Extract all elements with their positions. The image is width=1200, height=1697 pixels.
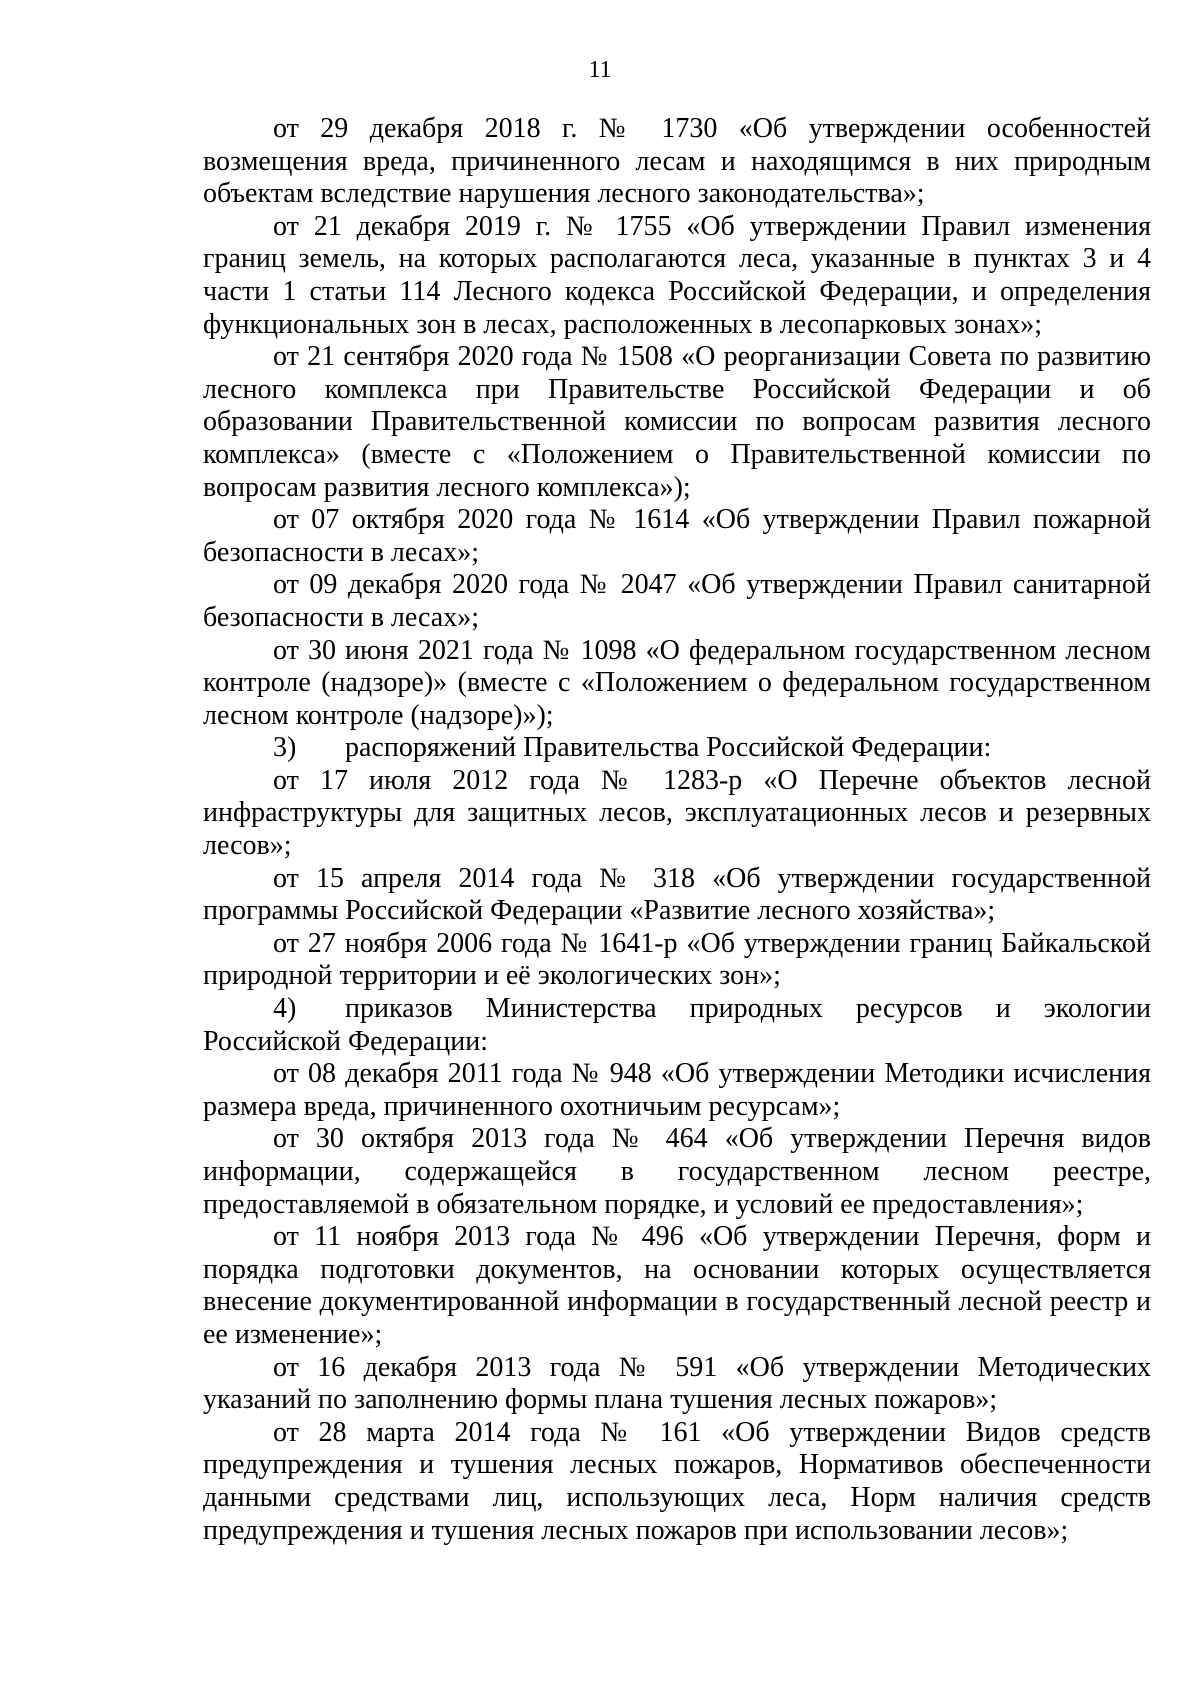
paragraph: от 30 октября 2013 года № 464 «Об утверждении Перечня видов информации, содержащейся в государственном лесном реестре, предоставляемой в обязательном порядке, и условий ее предоставления»; [203, 1123, 1151, 1220]
paragraph: от 15 апреля 2014 года № 318 «Об утверждении государственной программы Российской Федерации «Развитие лесного хозяйства»; [203, 862, 1151, 927]
page-number: 11 [588, 57, 612, 83]
document-body [203, 113, 1151, 1547]
enumerated-paragraph [203, 732, 1151, 765]
paragraph: от 08 декабря 2011 года № 948 «Об утверждении Методики исчисления размера вреда, причиненного охотничьим ресурсам»; [203, 1058, 1151, 1122]
paragraph: от 27 ноября 2006 года № 1641-р «Об утверждении границ Байкальской природной территории и её экологических зон»; [203, 927, 1151, 992]
paragraph: от 09 декабря 2020 года № 2047 «Об утверждении Правил санитарной безопасности в лесах»; [203, 569, 1151, 633]
enum-number: 3) [273, 732, 297, 764]
paragraph: от 28 марта 2014 года № 161 «Об утверждении Видов средств предупреждения и тушения лесных пожаров, Нормативов обеспеченности данными средствами лиц, использующих леса, Норм наличия средств предупреждения и тушения лесных пожаров при использовании лесов»; [203, 1416, 1151, 1546]
paragraph: от 07 октября 2020 года № 1614 «Об утверждении Правил пожарной безопасности в лесах»; [203, 504, 1151, 568]
paragraph: от 16 декабря 2013 года № 591 «Об утверждении Методических указаний по заполнению формы плана тушения лесных пожаров»; [203, 1351, 1151, 1416]
enum-text: распоряжений Правительства Российской Федерации: [345, 732, 992, 764]
enum-text: приказов Министерства природных ресурсов и экологии Российской Федерации: [203, 993, 1151, 1057]
paragraph: от 21 декабря 2019 г. № 1755 «Об утверждении Правил изменения границ земель, на которых располагаются леса, указанные в пунктах 3 и 4 части 1 статьи 114 Лесного кодекса Российской Федерации, и определения функциональных зон в лесах, расположенных в лесопарковых зонах»; [203, 210, 1151, 340]
paragraph: от 29 декабря 2018 г. № 1730 «Об утверждении особенностей возмещения вреда, причиненного лесам и находящимся в них природным объектам вследствие нарушения лесного законодательства»; [203, 113, 1151, 210]
paragraph: от 21 сентября 2020 года № 1508 «О реорганизации Совета по развитию лесного комплекса при Правительстве Российской Федерации и об образовании Правительственной комиссии по вопросам развития лесного комплекса» (вместе с «Положением о Правительственной комиссии по вопросам развития лесного комплекса»); [203, 341, 1151, 503]
enum-number: 4) [273, 993, 297, 1025]
paragraph: от 17 июля 2012 года № 1283-р «О Перечне объектов лесной инфраструктуры для защитных лесов, эксплуатационных лесов и резервных лесов»; [203, 764, 1151, 862]
enumerated-paragraph [203, 993, 1151, 1058]
paragraph: от 30 июня 2021 года № 1098 «О федеральном государственном лесном контроле (надзоре)» (вместе с «Положением о федеральном государственном лесном контроле (надзоре)»); [203, 634, 1151, 731]
paragraph: от 11 ноября 2013 года № 496 «Об утверждении Перечня, форм и порядка подготовки документов, на основании которых осуществляется внесение документированной информации в государственный лесной реестр и ее изменение»; [203, 1221, 1151, 1350]
